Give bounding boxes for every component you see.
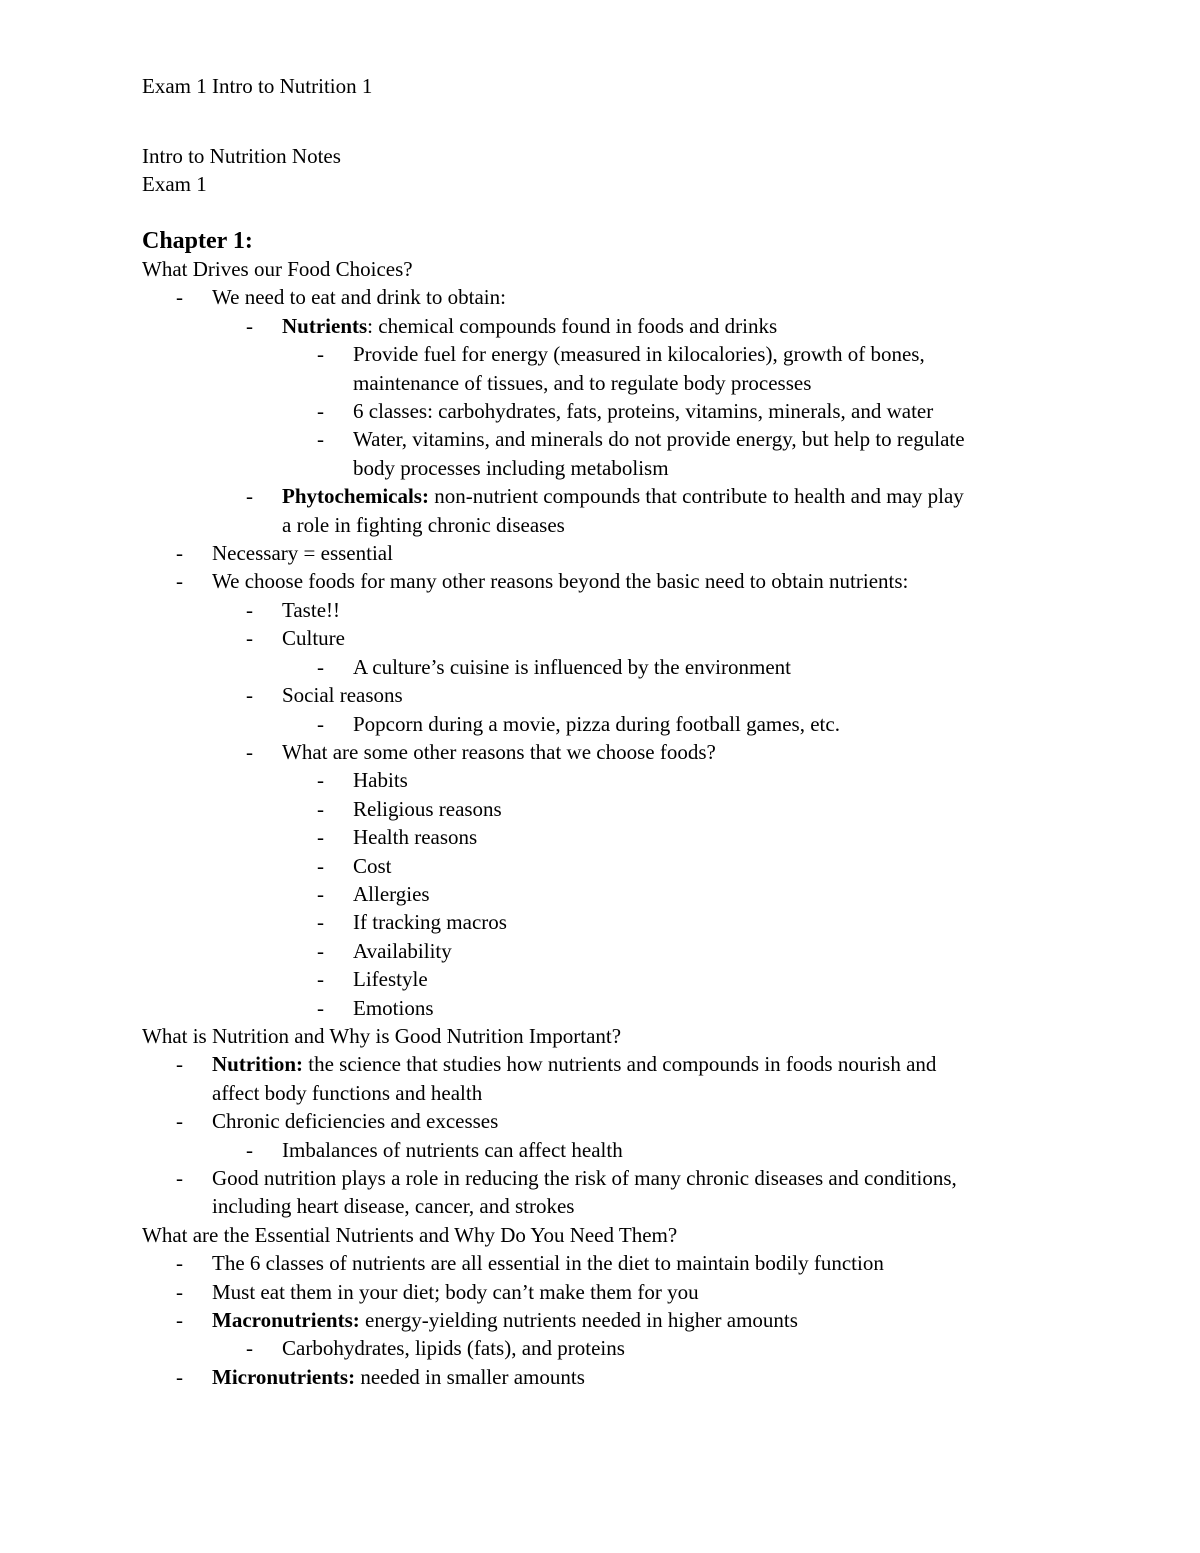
bullet-dash-icon: - [317, 427, 324, 452]
item-text: maintenance of tissues, and to regulate body processes [353, 370, 812, 395]
term: Nutrients [282, 313, 368, 338]
outline-item [142, 1306, 1062, 1334]
item-text: non-nutrient compounds that contribute to health and may play [428, 484, 964, 509]
section-heading [142, 1022, 1062, 1050]
page-header: Exam 1 Intro to Nutrition 1 [142, 74, 373, 98]
outline-item [142, 567, 1062, 595]
item-text: energy-yielding nutrients needed in higher amounts [359, 1308, 798, 1333]
outline-item [142, 681, 1062, 709]
bullet-dash-icon: - [176, 569, 183, 594]
outline-item [142, 795, 1062, 823]
bullet-dash-icon: - [317, 711, 324, 736]
term: Macronutrients: [212, 1308, 360, 1333]
item-text: If tracking macros [353, 910, 507, 935]
item-text: Lifestyle [353, 967, 428, 992]
outline-item [142, 1136, 1062, 1164]
bullet-dash-icon: - [176, 1109, 183, 1134]
outline-item [142, 738, 1062, 766]
outline-item [142, 994, 1062, 1022]
section-heading [142, 1221, 1062, 1249]
item-text: We need to eat and drink to obtain: [212, 285, 506, 310]
intro-title: Intro to Nutrition Notes [142, 144, 341, 168]
outline-item-continuation [142, 511, 1062, 539]
bullet-dash-icon: - [176, 285, 183, 310]
bullet-dash-icon: - [246, 597, 253, 622]
item-text: Availability [353, 938, 452, 963]
intro-block [142, 142, 341, 199]
outline-item [142, 1050, 1062, 1078]
outline-item [142, 340, 1062, 368]
intro-subtitle: Exam 1 [142, 172, 207, 197]
bullet-dash-icon: - [317, 654, 324, 679]
item-text: Good nutrition plays a role in reducing the risk of many chronic diseases and conditions, [212, 1166, 957, 1190]
item-text: including heart disease, cancer, and strokes [212, 1194, 575, 1219]
item-text: Necessary = essential [212, 541, 393, 566]
outline-item [142, 596, 1062, 624]
item-text: Culture [282, 626, 345, 651]
bullet-dash-icon: - [317, 995, 324, 1020]
item-text: Must eat them in your diet; body can’t make them for you [212, 1279, 699, 1304]
item-text: Water, vitamins, and minerals do not provide energy, but help to regulate [353, 427, 965, 452]
outline-item [142, 1107, 1062, 1135]
item-text: Social reasons [282, 683, 403, 708]
item-text: Chronic deficiencies and excesses [212, 1109, 499, 1134]
term: Micronutrients: [212, 1364, 356, 1389]
outline-item [142, 880, 1062, 908]
bullet-dash-icon: - [317, 399, 324, 424]
outline-item [142, 710, 1062, 738]
bullet-dash-icon: - [246, 484, 253, 509]
bullet-dash-icon: - [176, 1279, 183, 1304]
bullet-dash-icon: - [246, 1137, 253, 1162]
outline-item [142, 908, 1062, 936]
outline-item [142, 312, 1062, 340]
item-text: body processes including metabolism [353, 455, 669, 480]
item-text: What are some other reasons that we choose foods? [282, 739, 716, 764]
bullet-dash-icon: - [176, 1166, 183, 1190]
bullet-dash-icon: - [176, 1052, 183, 1077]
item-text: Carbohydrates, lipids (fats), and proteins [282, 1336, 625, 1361]
outline-item-continuation [142, 454, 1062, 482]
item-text: The 6 classes of nutrients are all essential in the diet to maintain bodily function [212, 1251, 884, 1276]
item-text: the science that studies how nutrients and compounds in foods nourish and [303, 1052, 937, 1077]
bullet-dash-icon: - [317, 796, 324, 821]
bullet-dash-icon: - [317, 910, 324, 935]
item-text: What is Nutrition and Why is Good Nutrition Important? [142, 1023, 622, 1048]
outline-item [142, 539, 1062, 567]
item-text: What Drives our Food Choices? [142, 257, 413, 281]
bullet-dash-icon: - [317, 881, 324, 906]
term: Nutrition: [212, 1052, 303, 1077]
bullet-dash-icon: - [246, 739, 253, 764]
outline-item [142, 425, 1062, 453]
item-text: Taste!! [282, 597, 340, 622]
outline-item [142, 1334, 1062, 1362]
item-text: A culture’s cuisine is influenced by the environment [353, 654, 791, 679]
outline-item [142, 283, 1062, 311]
item-text: Habits [353, 768, 408, 793]
bullet-dash-icon: - [176, 1251, 183, 1276]
item-text: Popcorn during a movie, pizza during football games, etc. [353, 711, 840, 736]
bullet-dash-icon: - [176, 541, 183, 566]
item-text: Cost [353, 853, 392, 878]
outline-item [142, 766, 1062, 794]
item-text: Emotions [353, 995, 434, 1020]
bullet-dash-icon: - [317, 825, 324, 850]
outline-item [142, 852, 1062, 880]
chapter-heading: Chapter 1: [142, 228, 253, 254]
outline-item [142, 482, 1062, 510]
bullet-dash-icon: - [176, 1364, 183, 1389]
outline-item [142, 624, 1062, 652]
bullet-dash-icon: - [176, 1308, 183, 1333]
outline-item [142, 1363, 1062, 1391]
bullet-dash-icon: - [317, 768, 324, 793]
bullet-dash-icon: - [246, 683, 253, 708]
item-text: What are the Essential Nutrients and Why Do You Need Them? [142, 1222, 678, 1247]
bullet-dash-icon: - [317, 342, 324, 367]
item-text: a role in fighting chronic diseases [282, 512, 565, 537]
bullet-dash-icon: - [246, 313, 253, 338]
bullet-dash-icon: - [317, 938, 324, 963]
notes-outline [142, 255, 1062, 1391]
item-text: Imbalances of nutrients can affect health [282, 1137, 623, 1162]
item-text: needed in smaller amounts [355, 1364, 585, 1389]
outline-item [142, 965, 1062, 993]
item-text: Religious reasons [353, 796, 502, 821]
bullet-dash-icon: - [246, 626, 253, 651]
bullet-dash-icon: - [317, 967, 324, 992]
outline-item-continuation [142, 1079, 1062, 1107]
item-text: : chemical compounds found in foods and drinks [367, 313, 778, 338]
bullet-dash-icon: - [246, 1336, 253, 1361]
outline-item [142, 653, 1062, 681]
outline-item [142, 397, 1062, 425]
item-text: Allergies [353, 881, 430, 906]
outline-item [142, 937, 1062, 965]
item-text: Provide fuel for energy (measured in kilocalories), growth of bones, [353, 342, 925, 367]
item-text: Health reasons [353, 825, 478, 850]
bullet-dash-icon: - [317, 853, 324, 878]
item-text: affect body functions and health [212, 1080, 483, 1105]
outline-item-continuation [142, 1192, 1062, 1220]
outline-item [142, 1249, 1062, 1277]
term: Phytochemicals: [282, 484, 429, 509]
section-heading [142, 255, 1062, 283]
outline-item-continuation [142, 369, 1062, 397]
outline-item [142, 1278, 1062, 1306]
outline-item [142, 823, 1062, 851]
outline-item [142, 1164, 1062, 1192]
item-text: 6 classes: carbohydrates, fats, proteins, vitamins, minerals, and water [353, 399, 934, 424]
item-text: We choose foods for many other reasons beyond the basic need to obtain nutrients: [212, 569, 909, 594]
